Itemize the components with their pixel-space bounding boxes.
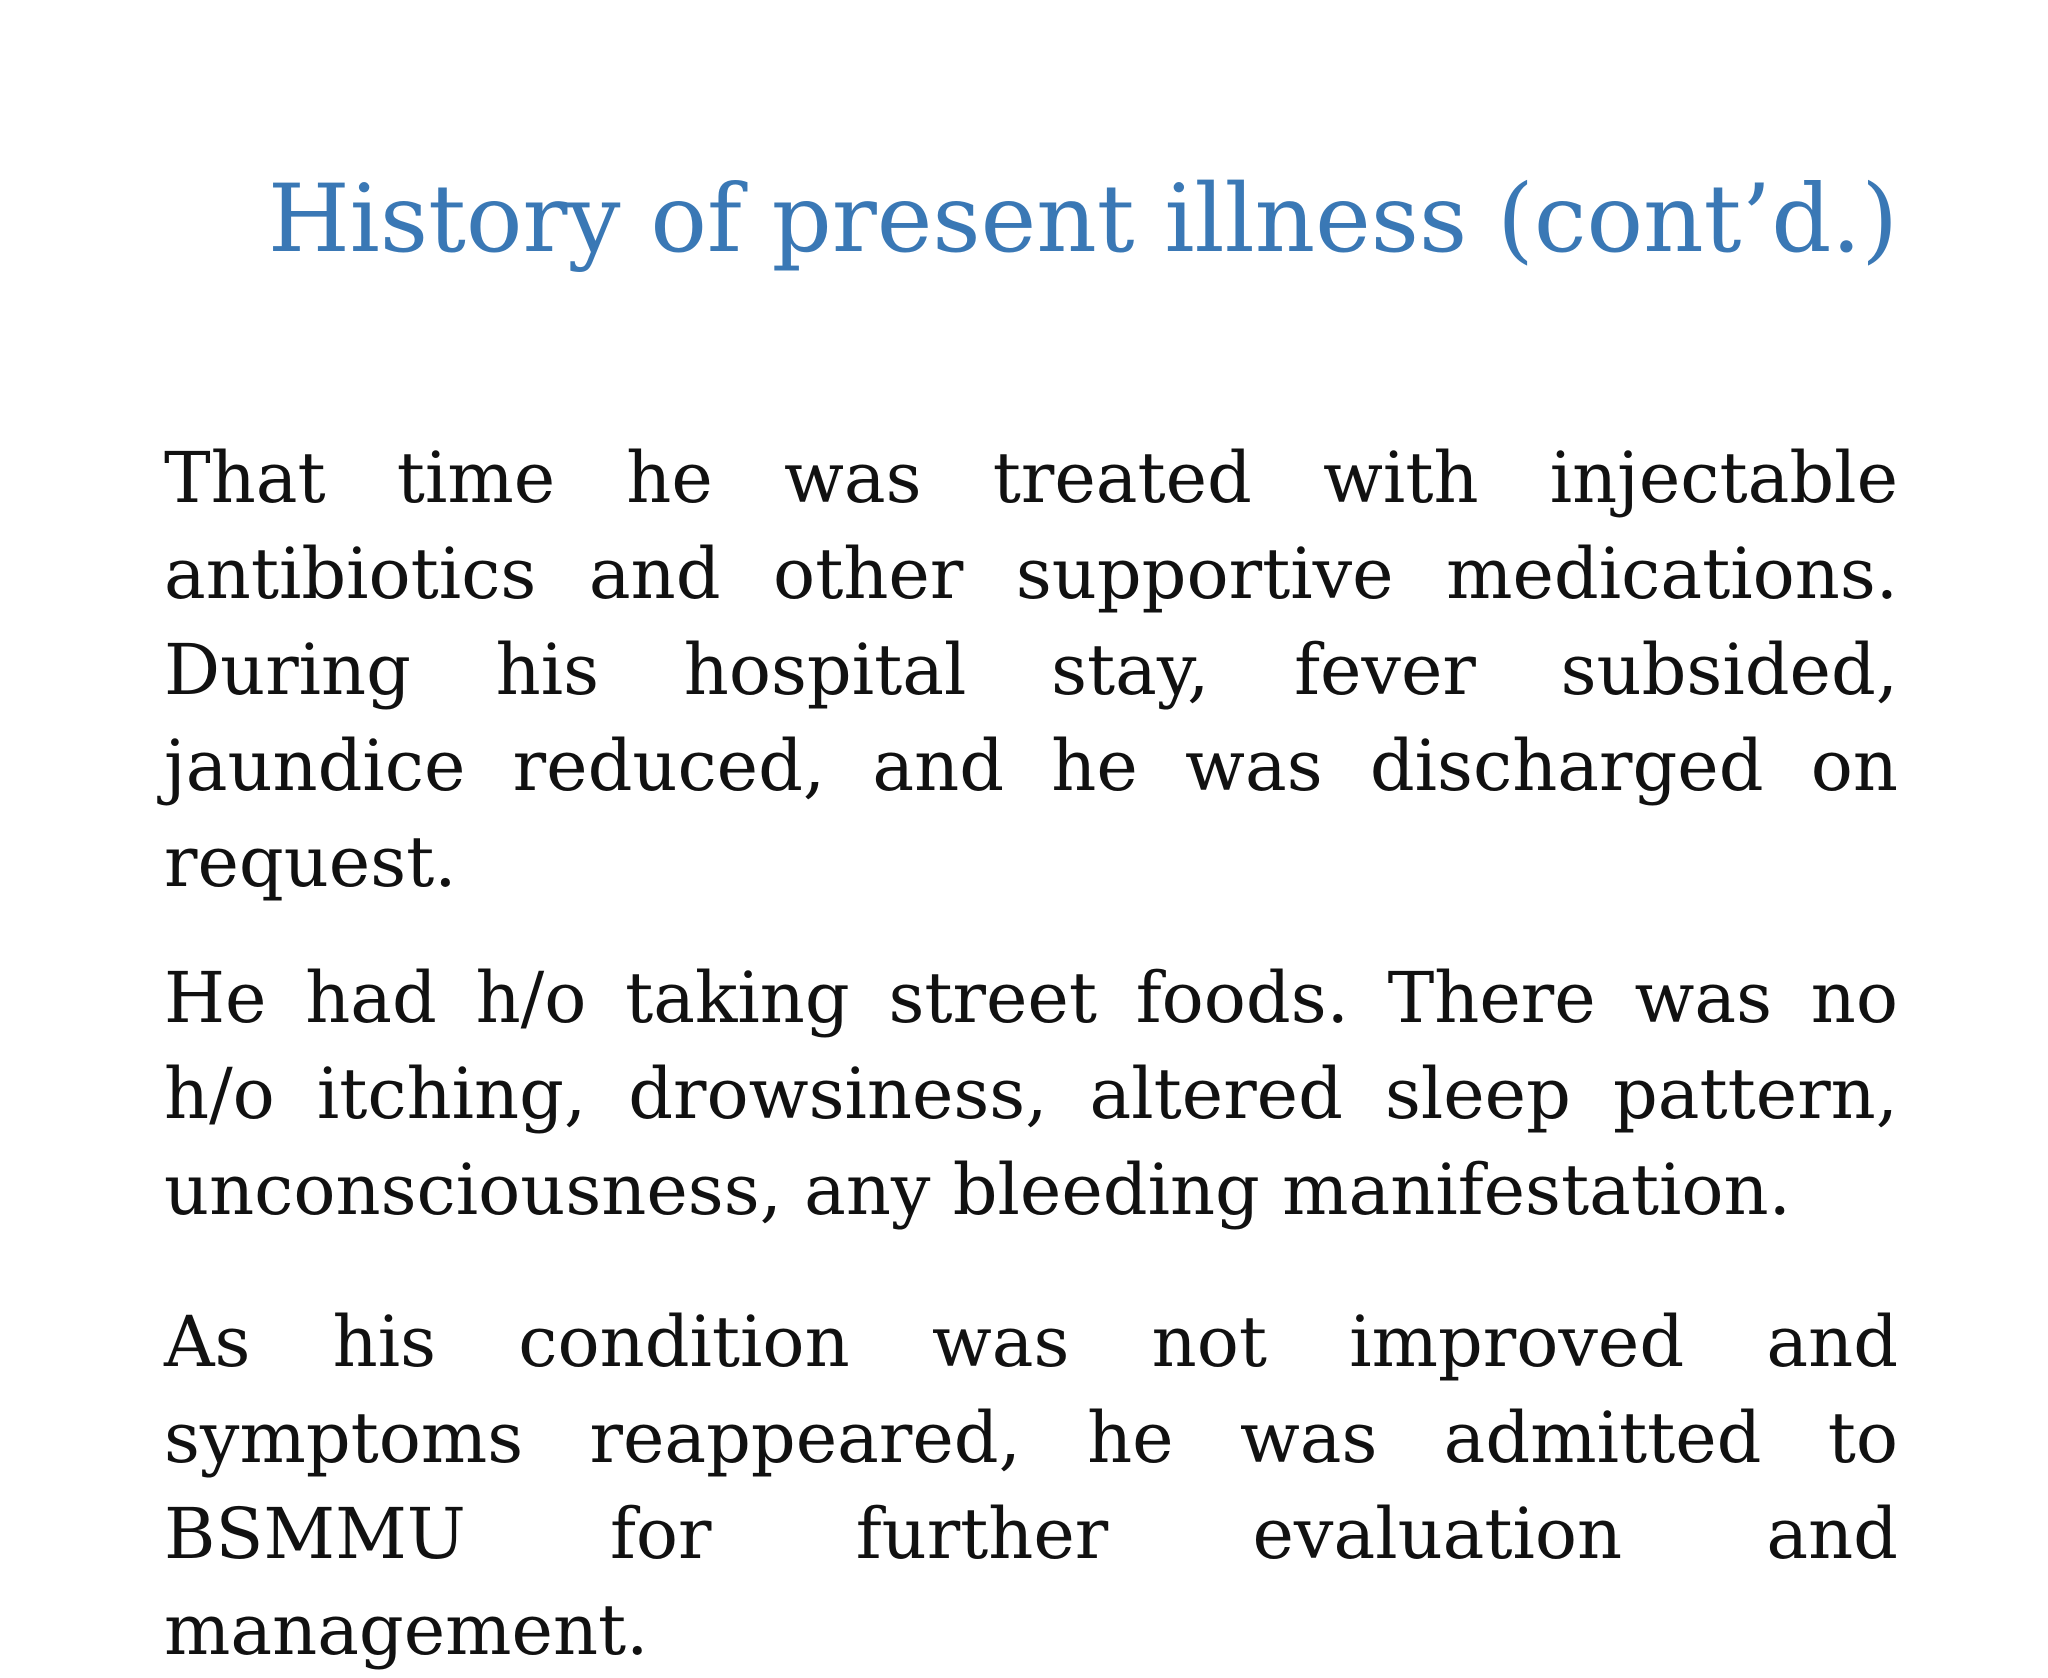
paragraph-history: He had h/o taking street foods. There was no h/o itching, drowsiness, altered sleep pattern, unconsciousness, any bleeding manifestation.: [164, 957, 1898, 1231]
slide-title: History of present illness (cont’d.): [267, 165, 1898, 274]
slide-body: [164, 430, 1898, 1678]
paragraph-admission: As his condition was not improved and symptoms reappeared, he was admitted to BSMMU for further evaluation and management.: [164, 1301, 1898, 1671]
paragraph-treatment: That time he was treated with injectable antibiotics and other supportive medications. During his hospital stay, fever subsided, jaundice reduced, and he was discharged on request.: [164, 437, 1898, 903]
